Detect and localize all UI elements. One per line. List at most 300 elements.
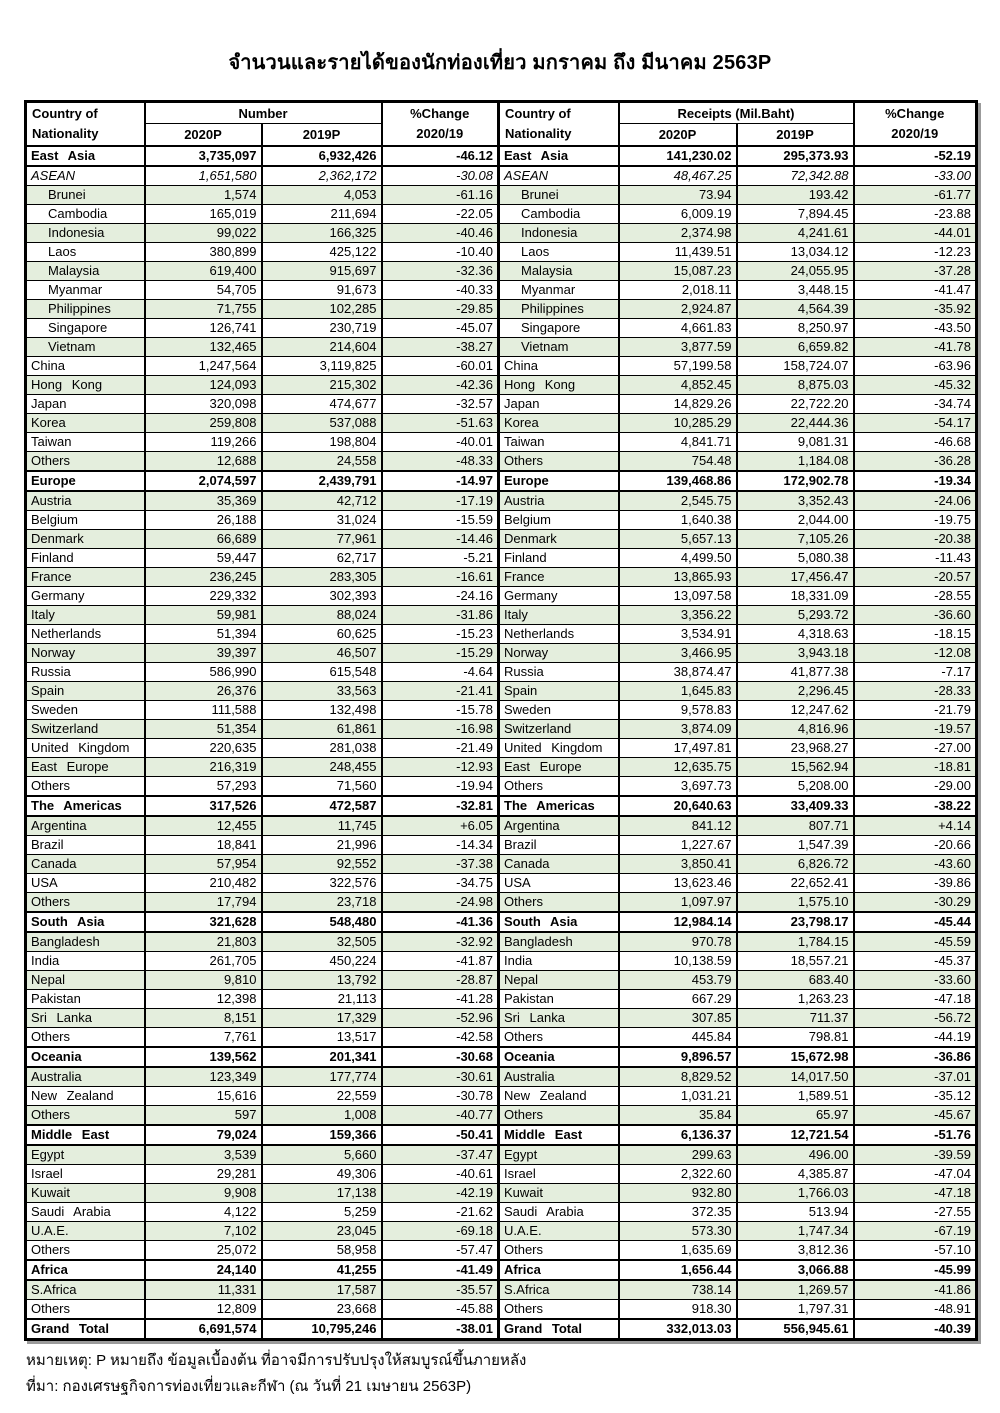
receipts-change-cell: -45.99 bbox=[854, 1260, 977, 1280]
receipts-2020-cell: 332,013.03 bbox=[619, 1319, 737, 1340]
number-change-cell: -42.19 bbox=[382, 1184, 499, 1203]
number-2020-cell: 380,899 bbox=[145, 243, 262, 262]
receipts-change-cell: -18.15 bbox=[854, 625, 977, 644]
receipts-2020-cell: 3,356.22 bbox=[619, 606, 737, 625]
country-cell: Canada bbox=[499, 855, 619, 874]
number-2020-cell: 9,908 bbox=[145, 1184, 262, 1203]
number-2019-cell: 23,718 bbox=[262, 893, 382, 913]
receipts-2020-cell: 2,545.75 bbox=[619, 491, 737, 511]
receipts-2020-cell: 38,874.47 bbox=[619, 663, 737, 682]
table-row bbox=[26, 1106, 977, 1126]
number-change-cell: -14.46 bbox=[382, 530, 499, 549]
table-row bbox=[26, 587, 977, 606]
number-2020-cell: 18,841 bbox=[145, 836, 262, 855]
table-row bbox=[26, 971, 977, 990]
receipts-change-cell: -54.17 bbox=[854, 414, 977, 433]
receipts-change-cell: -40.39 bbox=[854, 1319, 977, 1340]
country-cell: Australia bbox=[26, 1067, 145, 1087]
number-change-cell: -46.12 bbox=[382, 146, 499, 166]
number-change-cell: -21.49 bbox=[382, 739, 499, 758]
receipts-2020-cell: 1,635.69 bbox=[619, 1241, 737, 1261]
table-row bbox=[26, 682, 977, 701]
country-cell: Brunei bbox=[499, 186, 619, 205]
country-cell: Sweden bbox=[499, 701, 619, 720]
country-cell: Vietnam bbox=[26, 338, 145, 357]
number-2019-cell: 31,024 bbox=[262, 511, 382, 530]
receipts-2019-cell: 8,875.03 bbox=[737, 376, 854, 395]
country-cell: Netherlands bbox=[499, 625, 619, 644]
country-cell: Australia bbox=[499, 1067, 619, 1087]
receipts-change-cell: -44.19 bbox=[854, 1028, 977, 1048]
number-change-cell: -10.40 bbox=[382, 243, 499, 262]
country-cell: Sri Lanka bbox=[26, 1009, 145, 1028]
receipts-2019-cell: 4,241.61 bbox=[737, 224, 854, 243]
country-cell: Japan bbox=[499, 395, 619, 414]
number-2019-cell: 60,625 bbox=[262, 625, 382, 644]
number-change-cell: -40.77 bbox=[382, 1106, 499, 1126]
receipts-change-cell: -57.10 bbox=[854, 1241, 977, 1261]
number-change-cell: -30.78 bbox=[382, 1087, 499, 1106]
country-cell: East Europe bbox=[26, 758, 145, 777]
country-cell: Denmark bbox=[499, 530, 619, 549]
table-row bbox=[26, 644, 977, 663]
number-change-cell: -28.87 bbox=[382, 971, 499, 990]
number-change-cell: -19.94 bbox=[382, 777, 499, 797]
number-2019-cell: 474,677 bbox=[262, 395, 382, 414]
receipts-2020-cell: 10,285.29 bbox=[619, 414, 737, 433]
receipts-change-cell: -43.50 bbox=[854, 319, 977, 338]
receipts-change-cell: -34.74 bbox=[854, 395, 977, 414]
receipts-2019-cell: 18,557.21 bbox=[737, 952, 854, 971]
country-cell: Sweden bbox=[26, 701, 145, 720]
number-2020-cell: 259,808 bbox=[145, 414, 262, 433]
number-2019-cell: 214,604 bbox=[262, 338, 382, 357]
country-cell: Cambodia bbox=[26, 205, 145, 224]
receipts-change-cell: -39.59 bbox=[854, 1145, 977, 1165]
receipts-change-cell: -47.18 bbox=[854, 1184, 977, 1203]
number-2020-cell: 12,455 bbox=[145, 816, 262, 836]
number-change-cell: -17.19 bbox=[382, 491, 499, 511]
number-change-cell: -52.96 bbox=[382, 1009, 499, 1028]
number-2020-cell: 25,072 bbox=[145, 1241, 262, 1261]
receipts-2020-cell: 1,640.38 bbox=[619, 511, 737, 530]
table-row bbox=[26, 281, 977, 300]
receipts-change-cell: -11.43 bbox=[854, 549, 977, 568]
receipts-2019-cell: 3,812.36 bbox=[737, 1241, 854, 1261]
receipts-2019-cell: 13,034.12 bbox=[737, 243, 854, 262]
number-2020-cell: 317,526 bbox=[145, 796, 262, 816]
number-2020-cell: 123,349 bbox=[145, 1067, 262, 1087]
country-cell: Cambodia bbox=[499, 205, 619, 224]
number-2019-cell: 548,480 bbox=[262, 912, 382, 932]
receipts-2020-cell: 48,467.25 bbox=[619, 166, 737, 186]
receipts-2019-cell: 72,342.88 bbox=[737, 166, 854, 186]
country-cell: Kuwait bbox=[499, 1184, 619, 1203]
receipts-change-cell: -45.37 bbox=[854, 952, 977, 971]
receipts-2019-cell: 23,968.27 bbox=[737, 739, 854, 758]
table-row bbox=[26, 739, 977, 758]
country-cell: Austria bbox=[26, 491, 145, 511]
number-2020-cell: 320,098 bbox=[145, 395, 262, 414]
footnote-source: ที่มา: กองเศรษฐกิจการท่องเที่ยวและกีฬา (ณ วันที่ 21 เมษายน 2563P) bbox=[26, 1378, 472, 1396]
receipts-2019-cell: 1,263.23 bbox=[737, 990, 854, 1009]
country-cell: Philippines bbox=[26, 300, 145, 319]
country-cell: Korea bbox=[499, 414, 619, 433]
country-cell: Grand Total bbox=[499, 1319, 619, 1340]
receipts-2019-cell: 798.81 bbox=[737, 1028, 854, 1048]
receipts-2019-cell: 2,296.45 bbox=[737, 682, 854, 701]
number-2019-cell: 88,024 bbox=[262, 606, 382, 625]
number-2019-cell: 102,285 bbox=[262, 300, 382, 319]
country-cell: Russia bbox=[499, 663, 619, 682]
receipts-2019-cell: 65.97 bbox=[737, 1106, 854, 1126]
right-2019-column-header: 2019P bbox=[737, 124, 854, 146]
table-row bbox=[26, 912, 977, 932]
country-cell: Japan bbox=[26, 395, 145, 414]
receipts-change-cell: -39.86 bbox=[854, 874, 977, 893]
number-2020-cell: 139,562 bbox=[145, 1047, 262, 1067]
receipts-2020-cell: 445.84 bbox=[619, 1028, 737, 1048]
receipts-2019-cell: 3,066.88 bbox=[737, 1260, 854, 1280]
receipts-change-cell: -36.86 bbox=[854, 1047, 977, 1067]
receipts-2019-cell: 1,766.03 bbox=[737, 1184, 854, 1203]
country-cell: Others bbox=[499, 893, 619, 913]
table-row bbox=[26, 720, 977, 739]
country-cell: Norway bbox=[499, 644, 619, 663]
country-cell: Singapore bbox=[26, 319, 145, 338]
receipts-2020-cell: 5,657.13 bbox=[619, 530, 737, 549]
table-row bbox=[26, 1241, 977, 1261]
number-change-cell: -51.63 bbox=[382, 414, 499, 433]
country-cell: U.A.E. bbox=[499, 1222, 619, 1241]
receipts-2019-cell: 18,331.09 bbox=[737, 587, 854, 606]
country-cell: Belgium bbox=[499, 511, 619, 530]
number-2020-cell: 111,588 bbox=[145, 701, 262, 720]
number-change-cell: -15.59 bbox=[382, 511, 499, 530]
country-cell: Europe bbox=[499, 471, 619, 491]
number-2019-cell: 283,305 bbox=[262, 568, 382, 587]
number-change-cell: -41.28 bbox=[382, 990, 499, 1009]
left-change-header-line2: 2020/19 bbox=[416, 126, 464, 141]
country-cell: United Kingdom bbox=[499, 739, 619, 758]
receipts-2020-cell: 754.48 bbox=[619, 452, 737, 472]
number-2020-cell: 220,635 bbox=[145, 739, 262, 758]
receipts-2019-cell: 2,044.00 bbox=[737, 511, 854, 530]
number-2019-cell: 41,255 bbox=[262, 1260, 382, 1280]
number-2020-cell: 57,293 bbox=[145, 777, 262, 797]
number-change-cell: -32.36 bbox=[382, 262, 499, 281]
number-2020-cell: 1,247,564 bbox=[145, 357, 262, 376]
number-change-cell: -40.33 bbox=[382, 281, 499, 300]
country-cell: Myanmar bbox=[26, 281, 145, 300]
number-2020-cell: 7,102 bbox=[145, 1222, 262, 1241]
left-2019-column-header: 2019P bbox=[262, 124, 382, 146]
receipts-change-cell: +4.14 bbox=[854, 816, 977, 836]
receipts-2019-cell: 1,184.08 bbox=[737, 452, 854, 472]
country-cell: Others bbox=[26, 452, 145, 472]
number-2019-cell: 2,362,172 bbox=[262, 166, 382, 186]
number-2019-cell: 92,552 bbox=[262, 855, 382, 874]
receipts-change-cell: -27.55 bbox=[854, 1203, 977, 1222]
number-change-cell: -21.62 bbox=[382, 1203, 499, 1222]
number-2019-cell: 915,697 bbox=[262, 262, 382, 281]
number-2020-cell: 229,332 bbox=[145, 587, 262, 606]
number-2019-cell: 5,259 bbox=[262, 1203, 382, 1222]
country-cell: Africa bbox=[26, 1260, 145, 1280]
receipts-2020-cell: 13,097.58 bbox=[619, 587, 737, 606]
receipts-change-cell: -19.57 bbox=[854, 720, 977, 739]
receipts-2020-cell: 3,850.41 bbox=[619, 855, 737, 874]
number-2019-cell: 3,119,825 bbox=[262, 357, 382, 376]
receipts-2020-cell: 4,661.83 bbox=[619, 319, 737, 338]
number-change-cell: -42.58 bbox=[382, 1028, 499, 1048]
receipts-2019-cell: 24,055.95 bbox=[737, 262, 854, 281]
receipts-2020-cell: 932.80 bbox=[619, 1184, 737, 1203]
number-change-cell: -30.68 bbox=[382, 1047, 499, 1067]
receipts-2020-cell: 1,031.21 bbox=[619, 1087, 737, 1106]
number-change-cell: -30.08 bbox=[382, 166, 499, 186]
right-country-header bbox=[499, 102, 619, 147]
footnote-remark: หมายเหตุ: P หมายถึง ข้อมูลเบื้องต้น ที่อาจมีการปรับปรุงให้สมบูรณ์ขึ้นภายหลัง bbox=[26, 1352, 527, 1369]
table-row bbox=[26, 300, 977, 319]
receipts-change-cell: -52.19 bbox=[854, 146, 977, 166]
country-cell: Europe bbox=[26, 471, 145, 491]
number-2020-cell: 4,122 bbox=[145, 1203, 262, 1222]
receipts-2019-cell: 23,798.17 bbox=[737, 912, 854, 932]
receipts-change-cell: -7.17 bbox=[854, 663, 977, 682]
number-change-cell: -15.78 bbox=[382, 701, 499, 720]
receipts-2020-cell: 11,439.51 bbox=[619, 243, 737, 262]
receipts-2020-cell: 2,924.87 bbox=[619, 300, 737, 319]
right-change-header-line2: 2020/19 bbox=[891, 126, 939, 141]
number-2019-cell: 22,559 bbox=[262, 1087, 382, 1106]
number-change-cell: -34.75 bbox=[382, 874, 499, 893]
receipts-2019-cell: 1,784.15 bbox=[737, 932, 854, 952]
country-cell: Indonesia bbox=[26, 224, 145, 243]
receipts-2020-cell: 9,896.57 bbox=[619, 1047, 737, 1067]
country-cell: ASEAN bbox=[26, 166, 145, 186]
table-row bbox=[26, 491, 977, 511]
number-change-cell: -32.57 bbox=[382, 395, 499, 414]
table-row bbox=[26, 777, 977, 797]
receipts-2019-cell: 8,250.97 bbox=[737, 319, 854, 338]
number-2020-cell: 26,376 bbox=[145, 682, 262, 701]
receipts-2019-cell: 6,826.72 bbox=[737, 855, 854, 874]
country-cell: Saudi Arabia bbox=[499, 1203, 619, 1222]
receipts-2020-cell: 15,087.23 bbox=[619, 262, 737, 281]
table-row bbox=[26, 1222, 977, 1241]
country-cell: India bbox=[26, 952, 145, 971]
table-row bbox=[26, 338, 977, 357]
number-change-cell: -45.07 bbox=[382, 319, 499, 338]
country-cell: Africa bbox=[499, 1260, 619, 1280]
country-cell: Denmark bbox=[26, 530, 145, 549]
number-2020-cell: 210,482 bbox=[145, 874, 262, 893]
country-cell: Malaysia bbox=[499, 262, 619, 281]
number-change-cell: -29.85 bbox=[382, 300, 499, 319]
receipts-change-cell: -36.60 bbox=[854, 606, 977, 625]
receipts-2020-cell: 2,018.11 bbox=[619, 281, 737, 300]
table-row bbox=[26, 319, 977, 338]
receipts-2019-cell: 5,208.00 bbox=[737, 777, 854, 797]
receipts-change-cell: -47.04 bbox=[854, 1165, 977, 1184]
number-2019-cell: 11,745 bbox=[262, 816, 382, 836]
receipts-2019-cell: 158,724.07 bbox=[737, 357, 854, 376]
receipts-2019-cell: 3,448.15 bbox=[737, 281, 854, 300]
table-row bbox=[26, 568, 977, 587]
receipts-2020-cell: 970.78 bbox=[619, 932, 737, 952]
country-cell: Hong Kong bbox=[26, 376, 145, 395]
receipts-change-cell: -45.44 bbox=[854, 912, 977, 932]
table-row bbox=[26, 549, 977, 568]
table-row bbox=[26, 1203, 977, 1222]
country-cell: Others bbox=[499, 452, 619, 472]
receipts-2019-cell: 33,409.33 bbox=[737, 796, 854, 816]
table-row bbox=[26, 701, 977, 720]
right-change-header bbox=[854, 102, 977, 147]
left-2020-column-header: 2020P bbox=[145, 124, 262, 146]
country-cell: Israel bbox=[26, 1165, 145, 1184]
right-2020-column-header: 2020P bbox=[619, 124, 737, 146]
number-2020-cell: 11,331 bbox=[145, 1280, 262, 1300]
receipts-2020-cell: 453.79 bbox=[619, 971, 737, 990]
receipts-2020-cell: 1,645.83 bbox=[619, 682, 737, 701]
number-2020-cell: 124,093 bbox=[145, 376, 262, 395]
country-cell: Brazil bbox=[499, 836, 619, 855]
receipts-change-cell: -45.67 bbox=[854, 1106, 977, 1126]
number-2020-cell: 3,735,097 bbox=[145, 146, 262, 166]
right-country-header-line1: Country of bbox=[505, 106, 571, 121]
receipts-2019-cell: 17,456.47 bbox=[737, 568, 854, 587]
number-change-cell: -15.29 bbox=[382, 644, 499, 663]
receipts-2019-cell: 1,797.31 bbox=[737, 1300, 854, 1320]
country-cell: USA bbox=[26, 874, 145, 893]
receipts-change-cell: -56.72 bbox=[854, 1009, 977, 1028]
table-row bbox=[26, 758, 977, 777]
receipts-2019-cell: 15,672.98 bbox=[737, 1047, 854, 1067]
receipts-2020-cell: 141,230.02 bbox=[619, 146, 737, 166]
number-2019-cell: 23,668 bbox=[262, 1300, 382, 1320]
number-2020-cell: 39,397 bbox=[145, 644, 262, 663]
table-row bbox=[26, 855, 977, 874]
receipts-2020-cell: 6,136.37 bbox=[619, 1125, 737, 1145]
receipts-2020-cell: 841.12 bbox=[619, 816, 737, 836]
country-cell: Others bbox=[499, 1241, 619, 1261]
country-cell: France bbox=[499, 568, 619, 587]
number-2019-cell: 21,996 bbox=[262, 836, 382, 855]
receipts-2020-cell: 9,578.83 bbox=[619, 701, 737, 720]
number-2019-cell: 91,673 bbox=[262, 281, 382, 300]
country-cell: Switzerland bbox=[26, 720, 145, 739]
receipts-change-cell: -33.60 bbox=[854, 971, 977, 990]
number-change-cell: -50.41 bbox=[382, 1125, 499, 1145]
table-row bbox=[26, 471, 977, 491]
number-2020-cell: 261,705 bbox=[145, 952, 262, 971]
number-2019-cell: 302,393 bbox=[262, 587, 382, 606]
number-2020-cell: 59,447 bbox=[145, 549, 262, 568]
number-change-cell: -40.46 bbox=[382, 224, 499, 243]
number-change-cell: -45.88 bbox=[382, 1300, 499, 1320]
receipts-2019-cell: 1,547.39 bbox=[737, 836, 854, 855]
number-2020-cell: 26,188 bbox=[145, 511, 262, 530]
table-row bbox=[26, 663, 977, 682]
country-cell: Germany bbox=[26, 587, 145, 606]
number-2020-cell: 24,140 bbox=[145, 1260, 262, 1280]
country-cell: Canada bbox=[26, 855, 145, 874]
receipts-2019-cell: 41,877.38 bbox=[737, 663, 854, 682]
number-2019-cell: 62,717 bbox=[262, 549, 382, 568]
receipts-2019-cell: 14,017.50 bbox=[737, 1067, 854, 1087]
receipts-change-cell: -35.12 bbox=[854, 1087, 977, 1106]
table-row bbox=[26, 816, 977, 836]
receipts-2020-cell: 3,534.91 bbox=[619, 625, 737, 644]
number-2019-cell: 58,958 bbox=[262, 1241, 382, 1261]
country-cell: France bbox=[26, 568, 145, 587]
number-change-cell: -31.86 bbox=[382, 606, 499, 625]
receipts-2020-cell: 1,656.44 bbox=[619, 1260, 737, 1280]
number-2020-cell: 597 bbox=[145, 1106, 262, 1126]
receipts-2020-cell: 20,640.63 bbox=[619, 796, 737, 816]
receipts-2020-cell: 918.30 bbox=[619, 1300, 737, 1320]
country-cell: Others bbox=[26, 893, 145, 913]
country-cell: Middle East bbox=[26, 1125, 145, 1145]
number-change-cell: -37.38 bbox=[382, 855, 499, 874]
receipts-2020-cell: 299.63 bbox=[619, 1145, 737, 1165]
country-cell: Italy bbox=[499, 606, 619, 625]
receipts-change-cell: -37.01 bbox=[854, 1067, 977, 1087]
number-change-cell: -24.98 bbox=[382, 893, 499, 913]
country-cell: S.Africa bbox=[499, 1280, 619, 1300]
number-2019-cell: 215,302 bbox=[262, 376, 382, 395]
receipts-change-cell: -47.18 bbox=[854, 990, 977, 1009]
receipts-change-cell: -67.19 bbox=[854, 1222, 977, 1241]
left-change-header-line1: %Change bbox=[410, 106, 470, 121]
receipts-2019-cell: 711.37 bbox=[737, 1009, 854, 1028]
country-cell: Kuwait bbox=[26, 1184, 145, 1203]
number-2019-cell: 248,455 bbox=[262, 758, 382, 777]
receipts-change-cell: -29.00 bbox=[854, 777, 977, 797]
receipts-2020-cell: 4,841.71 bbox=[619, 433, 737, 452]
number-change-cell: -16.98 bbox=[382, 720, 499, 739]
number-2019-cell: 322,576 bbox=[262, 874, 382, 893]
number-2020-cell: 3,539 bbox=[145, 1145, 262, 1165]
number-2019-cell: 32,505 bbox=[262, 932, 382, 952]
country-cell: Brazil bbox=[26, 836, 145, 855]
country-cell: Oceania bbox=[499, 1047, 619, 1067]
number-change-cell: -42.36 bbox=[382, 376, 499, 395]
receipts-change-cell: -24.06 bbox=[854, 491, 977, 511]
receipts-change-cell: -33.00 bbox=[854, 166, 977, 186]
receipts-2020-cell: 372.35 bbox=[619, 1203, 737, 1222]
country-cell: Others bbox=[499, 1300, 619, 1320]
number-2019-cell: 61,861 bbox=[262, 720, 382, 739]
receipts-2020-cell: 35.84 bbox=[619, 1106, 737, 1126]
country-cell: Pakistan bbox=[499, 990, 619, 1009]
country-cell: The Americas bbox=[499, 796, 619, 816]
receipts-2020-cell: 3,697.73 bbox=[619, 777, 737, 797]
receipts-2020-cell: 3,466.95 bbox=[619, 644, 737, 663]
number-2020-cell: 236,245 bbox=[145, 568, 262, 587]
receipts-2020-cell: 17,497.81 bbox=[619, 739, 737, 758]
number-change-cell: -22.05 bbox=[382, 205, 499, 224]
table-row bbox=[26, 625, 977, 644]
table-row bbox=[26, 511, 977, 530]
table-row bbox=[26, 1047, 977, 1067]
number-2020-cell: 35,369 bbox=[145, 491, 262, 511]
receipts-2019-cell: 807.71 bbox=[737, 816, 854, 836]
table-row bbox=[26, 186, 977, 205]
number-change-cell: -14.34 bbox=[382, 836, 499, 855]
